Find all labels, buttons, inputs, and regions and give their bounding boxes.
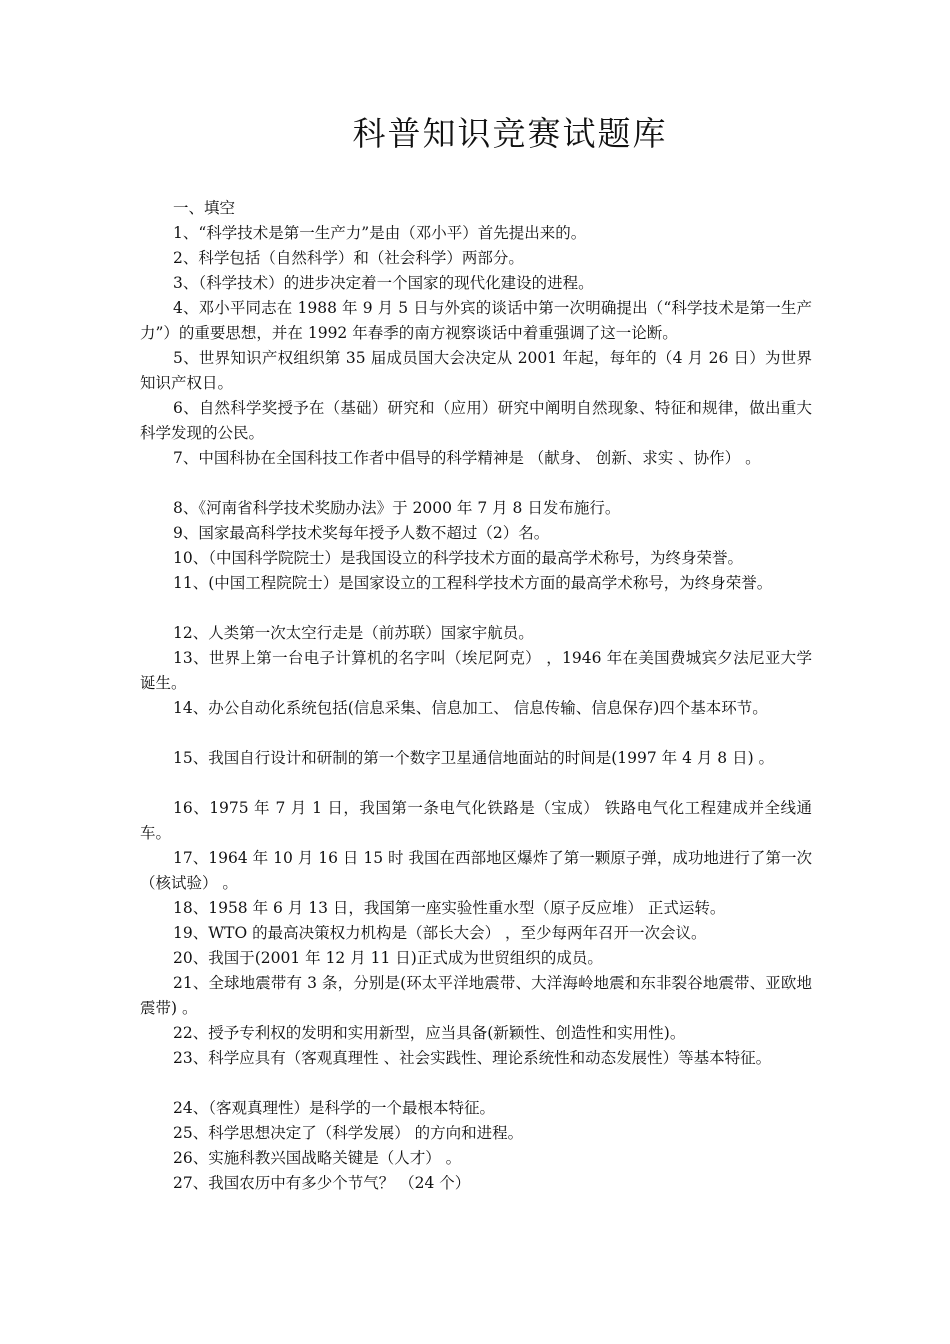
list-item: 12、人类第一次太空行走是（前苏联）国家宇航员。 [173, 624, 534, 642]
list-item: 8、《河南省科学技术奖励办法》于 2000 年 7 月 8 日发布施行。 [173, 499, 621, 517]
list-item: 3、（科学技术）的进步决定着一个国家的现代化建设的进程。 [173, 274, 594, 292]
list-item: 23、科学应具有（客观真理性 、社会实践性、理论系统性和动态发展性）等基本特征。 [173, 1049, 772, 1067]
list-item: 22、授予专利权的发明和实用新型，应当具备(新颖性、创造性和实用性)。 [173, 1024, 686, 1042]
list-item: 19、WTO 的最高决策权力机构是（部长大会） ，至少每两年召开一次会议。 [173, 924, 707, 942]
list-item: 1、“科学技术是第一生产力”是由（邓小平）首先提出来的。 [173, 224, 587, 242]
list-item: 5、世界知识产权组织第 35 届成员国大会决定从 2001 年起，每年的（4 月 26 日）为世界知识产权日。 [140, 349, 812, 392]
list-item: 15、我国自行设计和研制的第一个数字卫星通信地面站的时间是(1997 年 4 月 8 日) 。 [173, 749, 775, 767]
section-heading: 一、填空 [173, 199, 236, 217]
list-item: 25、科学思想决定了（科学发展） 的方向和进程。 [173, 1124, 524, 1142]
list-item: 14、办公自动化系统包括(信息采集、信息加工、 信息传输、信息保存)四个基本环节。 [173, 699, 768, 717]
list-item: 13、世界上第一台电子计算机的名字叫（埃尼阿克） ，1946 年在美国费城宾夕法尼亚大学诞生。 [140, 649, 812, 692]
list-item: 6、自然科学奖授予在（基础）研究和（应用）研究中阐明自然现象、特征和规律，做出重大科学发现的公民。 [140, 399, 812, 442]
list-item: 26、实施科教兴国战略关键是（人才） 。 [173, 1149, 462, 1167]
page-title: 科普知识竞赛试题库 [352, 114, 668, 153]
list-item: 18、1958 年 6 月 13 日，我国第一座实验性重水型（原子反应堆） 正式运转。 [173, 899, 726, 917]
blank-line [140, 1071, 812, 1096]
question-list [140, 196, 812, 1196]
list-item: 21、全球地震带有 3 条，分别是(环太平洋地震带、大洋海岭地震和东非裂谷地震带、亚欧地震带) 。 [140, 974, 812, 1017]
blank-line [140, 771, 812, 796]
list-item: 20、我国于(2001 年 12 月 11 日)正式成为世贸组织的成员。 [173, 949, 603, 967]
blank-line [140, 471, 812, 496]
list-item: 2、科学包括（自然科学）和（社会科学）两部分。 [173, 249, 524, 267]
list-item: 9、国家最高科学技术奖每年授予人数不超过（2）名。 [173, 524, 550, 542]
list-item: 7、中国科协在全国科技工作者中倡导的科学精神是 （献身、 创新、求实 、协作） 。 [173, 449, 761, 467]
list-item: 10、（中国科学院院士）是我国设立的科学技术方面的最高学术称号，为终身荣誉。 [173, 549, 743, 567]
blank-line [140, 596, 812, 621]
list-item: 24、（客观真理性）是科学的一个最根本特征。 [173, 1099, 495, 1117]
list-item: 4、邓小平同志在 1988 年 9 月 5 日与外宾的谈话中第一次明确提出（“科学技术是第一生产力”）的重要思想，并在 1992 年春季的南方视察谈话中着重强调了这一论断。 [140, 299, 812, 342]
list-item: 11、(中国工程院院士）是国家设立的工程科学技术方面的最高学术称号，为终身荣誉。 [173, 574, 773, 592]
blank-line [140, 721, 812, 746]
list-item: 17、1964 年 10 月 16 日 15 时 我国在西部地区爆炸了第一颗原子弹，成功地进行了第一次（核试验） 。 [140, 849, 812, 892]
list-item: 16、1975 年 7 月 1 日，我国第一条电气化铁路是（宝成） 铁路电气化工程建成并全线通车。 [140, 799, 812, 842]
list-item: 27、我国农历中有多少个节气？ （24 个） [173, 1174, 471, 1192]
